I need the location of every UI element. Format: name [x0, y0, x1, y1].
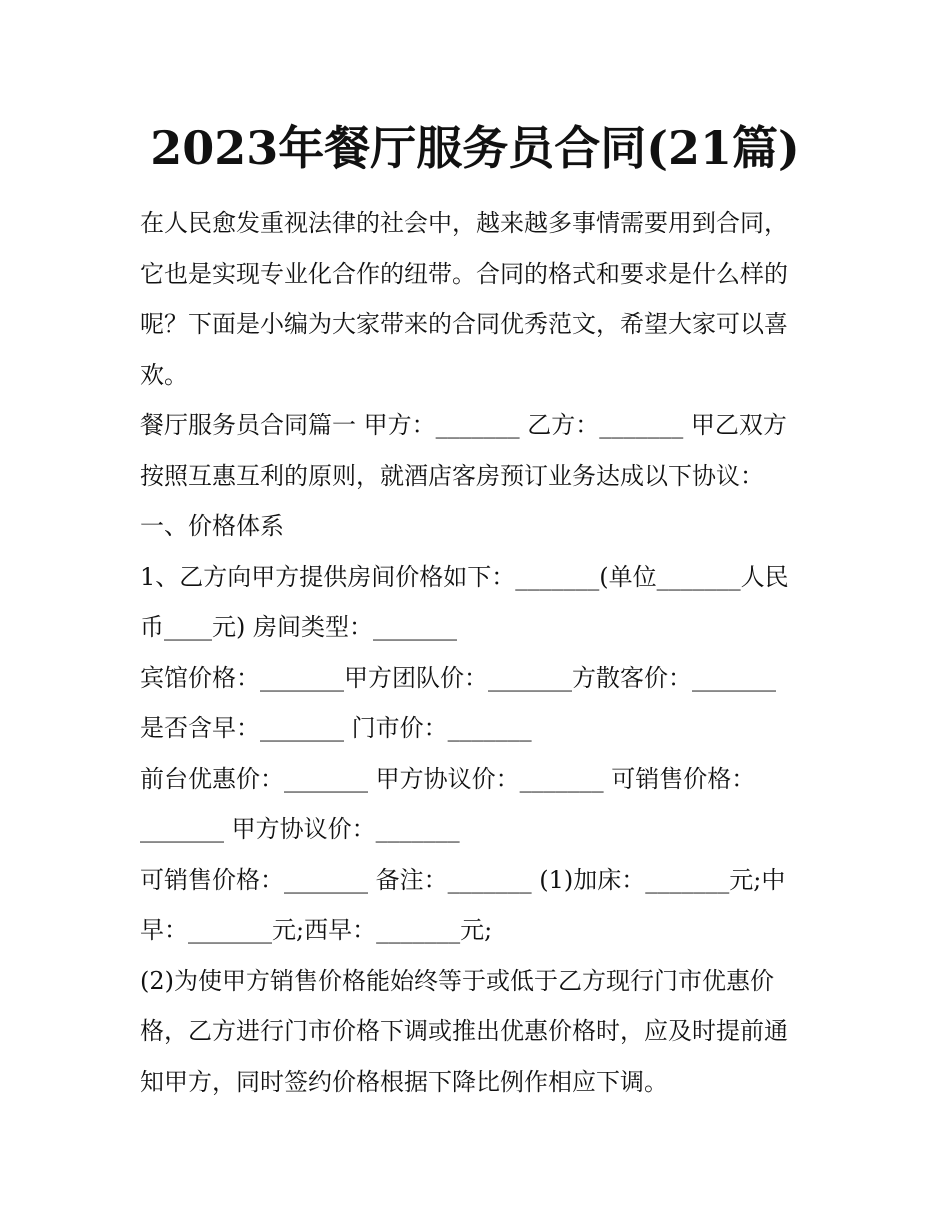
body-line: 1、乙方向甲方提供房间价格如下：_______(单位_______人民 — [140, 562, 789, 591]
body-line: 餐厅服务员合同篇一 甲方：_______ 乙方：_______ 甲乙双方 — [140, 411, 787, 439]
body-line: (2)为使甲方销售价格能始终等于或低于乙方现行门市优惠价 — [140, 966, 774, 995]
body-line: 币____元) 房间类型：_______ — [140, 613, 457, 641]
section-heading: 一、价格体系 — [140, 512, 284, 540]
body-line: 格，乙方进行门市价格下调或推出优惠价格时，应及时提前通 — [140, 1017, 788, 1045]
body-line: 宾馆价格：_______甲方团队价：_______方散客价：_______ — [140, 663, 776, 692]
body-line: 在人民愈发重视法律的社会中，越来越多事情需要用到合同， — [140, 209, 788, 237]
body-line: 按照互惠互利的原则，就酒店客房预订业务达成以下协议： — [140, 461, 764, 490]
body-line: 可销售价格：_______ 备注：_______ (1)加床：_______元;中 — [140, 865, 786, 894]
body-line: 早：_______元;西早：_______元; — [140, 916, 493, 944]
document-body — [140, 198, 816, 1107]
body-line: 是否含早：_______ 门市价：_______ — [140, 714, 532, 742]
body-line: 前台优惠价：_______ 甲方协议价：_______ 可销售价格： — [140, 764, 756, 793]
body-line: 呢？下面是小编为大家带来的合同优秀范文，希望大家可以喜 — [140, 310, 788, 338]
body-line: _______ 甲方协议价：_______ — [140, 815, 460, 843]
body-line: 它也是实现专业化合作的纽带。合同的格式和要求是什么样的 — [140, 259, 788, 288]
body-line: 欢。 — [140, 360, 188, 389]
document-title: 2023年餐厅服务员合同(21篇) — [150, 121, 800, 175]
body-line: 知甲方，同时签约价格根据下降比例作相应下调。 — [140, 1067, 668, 1096]
